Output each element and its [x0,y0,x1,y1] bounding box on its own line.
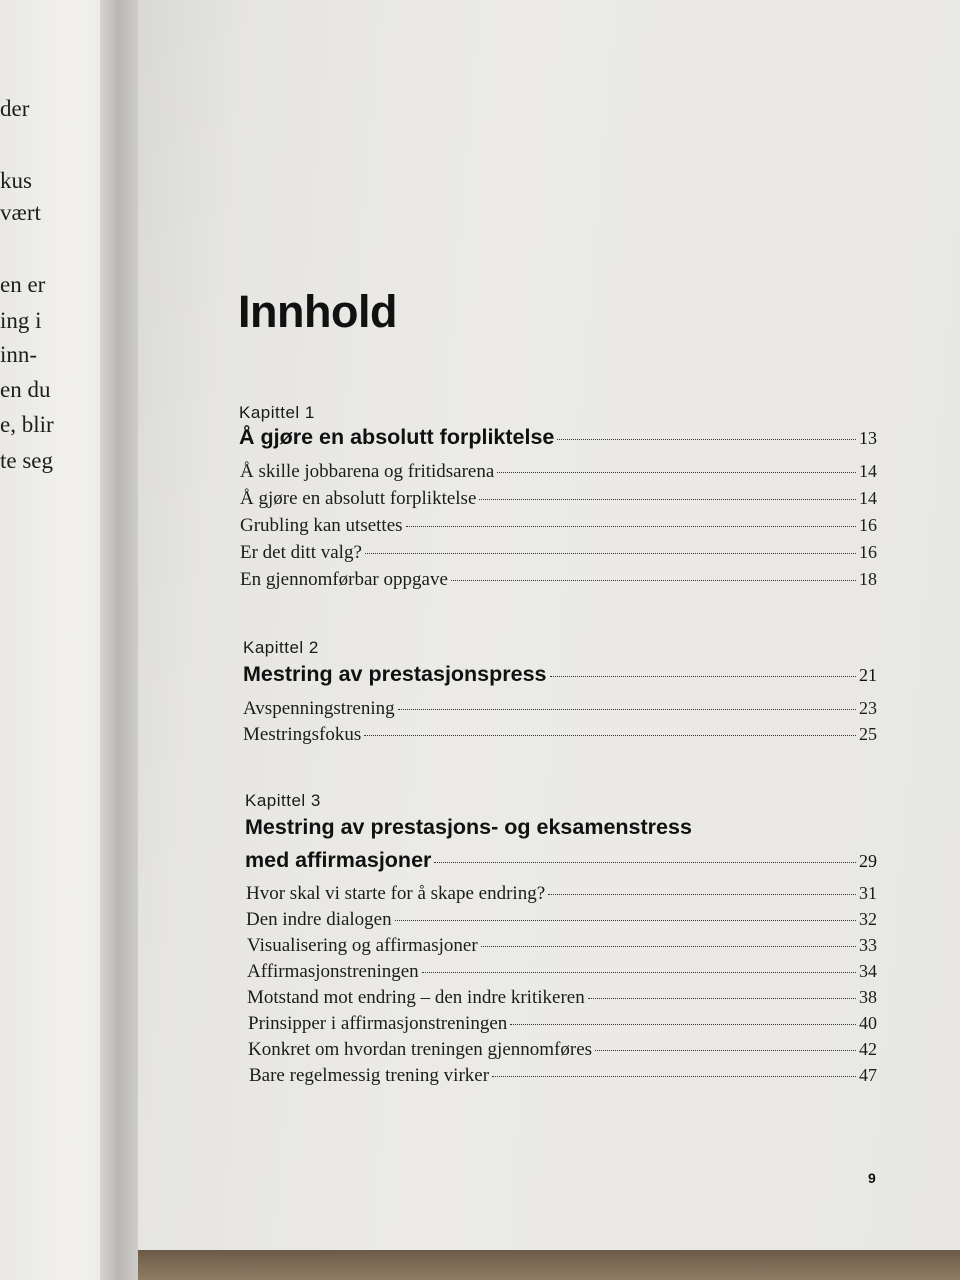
toc-entry-title: Bare regelmessig trening virker [249,1065,490,1086]
left-text-fragment: vært [0,200,41,225]
dot-leader [406,526,856,527]
toc-entry [248,1039,877,1061]
dot-leader [588,998,856,999]
page-ref: 31 [859,883,877,903]
toc-entry-title: Er det ditt valg? [240,542,362,563]
page-ref: 25 [859,724,877,744]
toc-entry-title: Visualisering og affirmasjoner [247,935,478,956]
toc-entry-title: Hvor skal vi starte for å skape endring? [246,883,546,904]
page-ref: 13 [859,428,877,448]
chapter-title: Mestring av prestasjons- og eksamenstress [245,815,692,839]
page-ref: 16 [859,515,877,535]
page-ref: 34 [859,961,877,981]
toc-entry [240,569,877,591]
dot-leader [395,920,856,921]
page-ref: 32 [859,909,877,929]
dot-leader [434,862,856,863]
toc-entry-title: Grubling kan utsettes [240,515,403,536]
toc-entry-title: Å skille jobbarena og fritidsarena [240,461,495,482]
toc-entry [240,488,877,510]
chapter-title-row [245,848,877,873]
chapter-title-row [239,425,877,450]
toc-entry [248,1013,877,1035]
dot-leader [365,553,856,554]
toc-entry-title: Mestringsfokus [243,724,362,745]
toc-entry [240,515,877,537]
chapter-title-row [243,662,877,687]
dot-leader [548,894,856,895]
toc-entry [246,883,877,905]
dot-leader [451,580,856,581]
toc-entry [246,909,877,931]
toc-page [138,0,960,1250]
toc-entry [247,987,877,1009]
dot-leader [422,972,856,973]
book-gutter [100,0,140,1280]
toc-entry-title: Avspenningstrening [243,698,395,719]
page-ref: 42 [859,1039,877,1059]
left-text-fragment: en er [0,272,46,297]
dot-leader [479,499,856,500]
left-text-fragment: ing i [0,308,42,333]
page-ref: 33 [859,935,877,955]
dot-leader [550,676,856,677]
toc-entry [240,461,877,483]
dot-leader [492,1076,856,1077]
toc-entry-title: Å gjøre en absolutt forpliktelse [240,488,477,509]
page-number: 9 [868,1170,876,1186]
dot-leader [364,735,856,736]
dot-leader [398,709,856,710]
dot-leader [497,472,856,473]
page-ref: 23 [859,698,877,718]
dot-leader [481,946,856,947]
left-text-fragment: e, blir [0,412,54,437]
left-text-fragment: kus [0,168,32,193]
left-text-fragment: inn- [0,342,38,367]
page-ref: 38 [859,987,877,1007]
page-ref: 16 [859,542,877,562]
toc-entry [243,698,877,720]
left-text-fragment: te seg [0,448,54,473]
toc-entry-title: Konkret om hvordan treningen gjennomføres [248,1039,593,1060]
dot-leader [557,439,856,440]
chapter-label: Kapittel 1 [239,403,315,422]
toc-entry [240,542,877,564]
toc-entry-title: En gjennomførbar oppgave [240,569,448,590]
page-ref: 47 [859,1065,877,1085]
page-ref: 18 [859,569,877,589]
toc-entry-title: Den indre dialogen [246,909,392,930]
toc-entry [243,724,877,746]
chapter-title: med affirmasjoner [245,848,432,872]
page-ref: 29 [859,851,877,871]
toc-entry-title: Prinsipper i affirmasjonstreningen [248,1013,508,1034]
dot-leader [510,1024,856,1025]
chapter-label: Kapittel 3 [245,791,321,810]
page-ref: 40 [859,1013,877,1033]
toc-entry [247,961,877,983]
toc-entry-title: Motstand mot endring – den indre kritikeren [247,987,585,1008]
toc-entry [247,935,877,957]
page-ref: 14 [859,488,877,508]
left-text-fragment: en du [0,377,51,402]
table-surface [138,1250,960,1280]
toc-entry-title: Affirmasjonstreningen [247,961,419,982]
left-text-fragment: der [0,96,30,121]
dot-leader [595,1050,856,1051]
toc-entry [249,1065,877,1087]
chapter-label: Kapittel 2 [243,638,319,657]
chapter-title: Mestring av prestasjonspress [243,662,547,686]
chapter-title: Å gjøre en absolutt forpliktelse [239,425,555,449]
page-ref: 21 [859,665,877,685]
page-ref: 14 [859,461,877,481]
page-title: Innhold [238,286,397,337]
